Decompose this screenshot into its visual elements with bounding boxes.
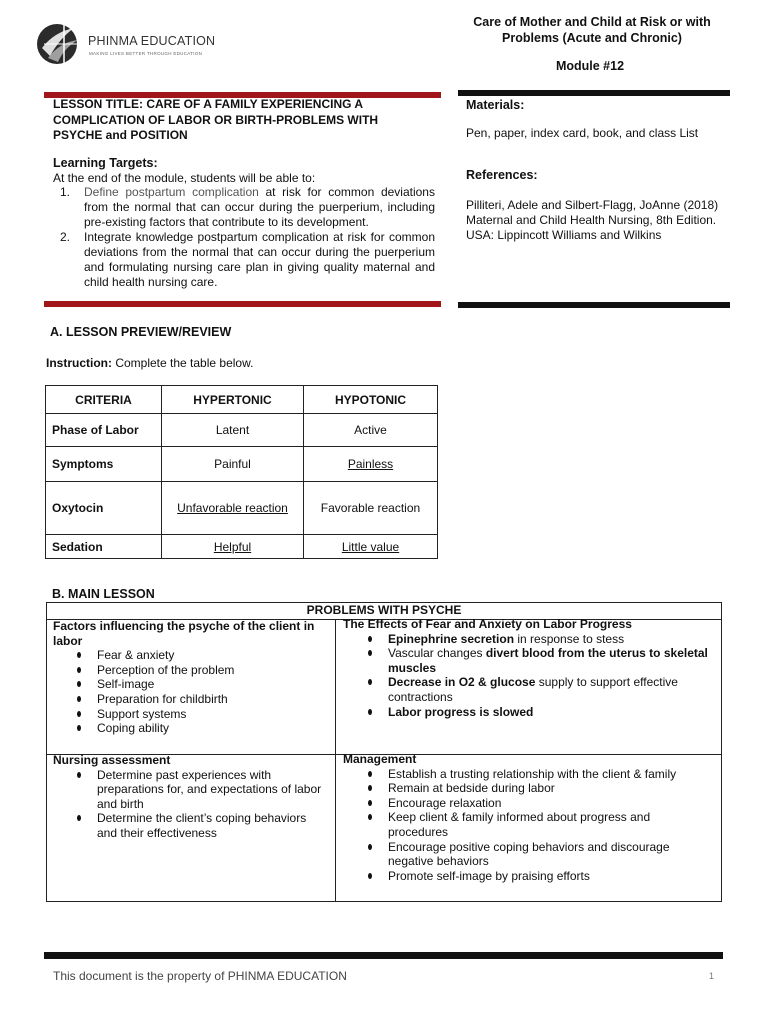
row-label: Phase of Labor <box>46 414 162 447</box>
table-row <box>46 535 438 559</box>
course-title: Care of Mother and Child at Risk or with Problems (Acute and Chronic) <box>473 15 711 45</box>
hypotonic-value: Active <box>304 414 438 447</box>
divider-bottom-right <box>458 302 730 308</box>
target-lead: Define postpartum complication <box>84 185 259 199</box>
hypertonic-value: Unfavorable reaction <box>162 482 304 535</box>
page-number: 1 <box>709 971 715 981</box>
logo-tagline: MAKING LIVES BETTER THROUGH EDUCATION <box>89 51 203 56</box>
table-title: PROBLEMS WITH PSYCHE <box>47 603 721 620</box>
assessment-list <box>53 768 329 841</box>
learning-targets-intro: At the end of the module, students will be able to: <box>53 171 316 185</box>
table-header-row <box>46 386 438 414</box>
learning-targets-list <box>53 185 435 290</box>
effect-bold: Decrease in O2 & glucose <box>388 675 536 690</box>
effect-post: supply to support effective contractions <box>388 675 678 704</box>
effects-heading: The Effects of Fear and Anxiety on Labor Progress <box>343 617 632 631</box>
hypotonic-value: Painless <box>304 447 438 482</box>
management-cell <box>343 752 713 883</box>
list-item: Fear & anxiety <box>53 648 329 663</box>
list-item: Encourage relaxation <box>343 796 713 811</box>
effect-pre: Vascular changes <box>388 646 486 661</box>
hypotonic-value: Little value <box>304 535 438 559</box>
effects-list <box>343 632 713 720</box>
learning-targets-heading: Learning Targets: <box>53 156 158 170</box>
footer-divider <box>44 952 723 959</box>
assessment-heading: Nursing assessment <box>53 753 171 767</box>
list-item: Determine past experiences with preparations for, and expectations of labor and birth <box>53 768 329 812</box>
hypotonic-value: Favorable reaction <box>304 482 438 535</box>
section-b-heading: B. MAIN LESSON <box>52 587 155 601</box>
row-label: Symptoms <box>46 447 162 482</box>
list-item <box>343 646 713 675</box>
target-text: Integrate knowledge postpartum complication at risk for common deviations from the normal that can occur during the puerperium and formulating nursing care plan in giving quality maternal and child health nursing care. <box>84 230 435 289</box>
list-item: Perception of the problem <box>53 663 329 678</box>
lesson-title: LESSON TITLE: CARE OF A FAMILY EXPERIENCING A COMPLICATION OF LABOR OR BIRTH-PROBLEMS WITH PSYCHE and POSITION <box>53 97 379 142</box>
target-number: 2. <box>60 230 71 244</box>
effect-bold: divert blood from the uterus to skeletal muscles <box>388 646 708 675</box>
header-hypotonic: HYPOTONIC <box>304 386 438 414</box>
list-item: Support systems <box>53 707 329 722</box>
management-heading: Management <box>343 752 417 766</box>
list-item: Remain at bedside during labor <box>343 781 713 796</box>
section-a-heading: A. LESSON PREVIEW/REVIEW <box>50 325 232 339</box>
list-item <box>343 675 713 704</box>
list-item: Encourage positive coping behaviors and discourage negative behaviors <box>343 840 713 869</box>
target-text: at risk for common deviations from the normal that can occur during the puerperium, including pre-existing factors that contribute to its development. <box>84 185 435 229</box>
factors-list <box>53 648 329 736</box>
list-item <box>343 705 713 720</box>
table-row <box>46 447 438 482</box>
divider-top-right <box>458 90 730 96</box>
list-item: Determine the client’s coping behaviors and their effectiveness <box>53 811 329 840</box>
table-row <box>46 482 438 535</box>
hypertonic-value: Painful <box>162 447 304 482</box>
criteria-table <box>45 385 438 559</box>
hypertonic-value: Helpful <box>162 535 304 559</box>
instruction <box>46 356 253 370</box>
materials-heading: Materials: <box>466 98 525 112</box>
effects-cell <box>343 617 713 719</box>
effect-bold: Labor progress is slowed <box>388 704 534 719</box>
management-list <box>343 767 713 884</box>
target-number: 1. <box>60 185 71 199</box>
instruction-text: Complete the table below. <box>112 356 254 370</box>
learning-target-item <box>53 185 435 230</box>
list-item: Establish a trusting relationship with the client & family <box>343 767 713 782</box>
module-number: Module #12 <box>555 59 625 73</box>
list-item: Preparation for childbirth <box>53 692 329 707</box>
table-row <box>46 414 438 447</box>
logo-text: PHINMA EDUCATION <box>88 34 216 48</box>
list-item: Coping ability <box>53 721 329 736</box>
header-criteria: CRITERIA <box>46 386 162 414</box>
effect-post: in response to stess <box>514 631 625 646</box>
list-item: Keep client & family informed about progress and procedures <box>343 810 713 839</box>
list-item <box>343 632 713 647</box>
factors-heading: Factors influencing the psyche of the client in labor <box>53 619 315 648</box>
header-hypertonic: HYPERTONIC <box>162 386 304 414</box>
column-divider <box>335 619 336 902</box>
instruction-label: Instruction: <box>46 356 112 370</box>
materials-text: Pen, paper, index card, book, and class List <box>466 126 699 140</box>
effect-bold: Epinephrine secretion <box>388 631 515 646</box>
problems-with-psyche-table <box>46 602 722 902</box>
references-text: Pilliteri, Adele and Silbert-Flagg, JoAnne (2018) Maternal and Child Health Nursing, 8th Edition. USA: Lippincott Williams and Wilkins <box>466 198 719 242</box>
list-item: Promote self-image by praising efforts <box>343 869 713 884</box>
list-item: Self-image <box>53 677 329 692</box>
references-heading: References: <box>466 168 538 182</box>
footer-text: This document is the property of PHINMA EDUCATION <box>53 969 347 983</box>
learning-target-item <box>53 230 435 290</box>
divider-bottom-left <box>44 301 441 307</box>
hypertonic-value: Latent <box>162 414 304 447</box>
factors-cell <box>53 619 329 736</box>
row-label: Sedation <box>46 535 162 559</box>
row-label: Oxytocin <box>46 482 162 535</box>
assessment-cell <box>53 753 329 841</box>
